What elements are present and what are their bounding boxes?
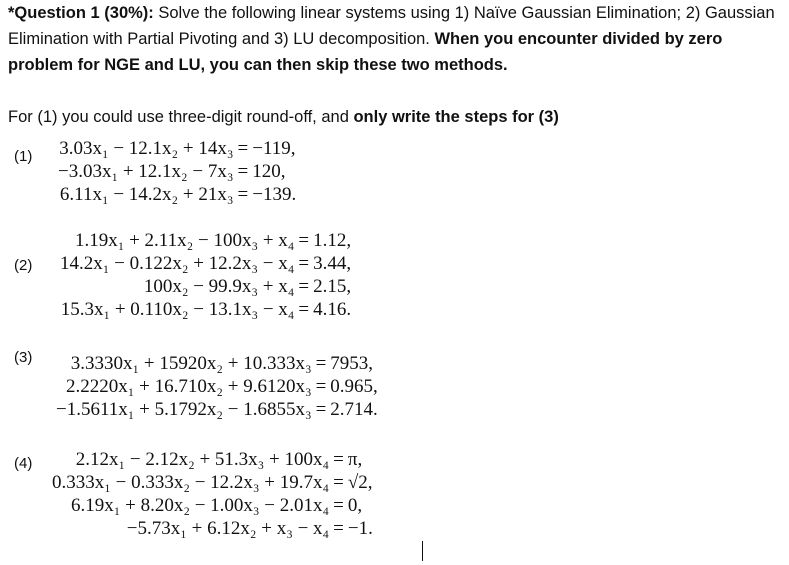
eq-lhs: 14.2x₁ − 0.122x₂ + 12.2x₃ − x₄ <box>60 253 295 274</box>
system-3-label: (3) <box>14 349 33 366</box>
eq-lhs: 15.3x₁ + 0.110x₂ − 13.1x₃ − x₄ <box>60 299 295 320</box>
equals-sign: = <box>298 276 310 297</box>
equals-sign: = <box>333 449 344 470</box>
eq-rhs: 2.714. <box>330 399 378 420</box>
eq-rhs: π, <box>347 449 363 470</box>
eq-lhs: 1.19x₁ + 2.11x₂ − 100x₃ + x₄ <box>74 230 295 251</box>
equals-sign: = <box>237 138 249 159</box>
eq-rhs: 1.12, <box>313 230 352 251</box>
question-instruction: Solve the following linear systems using 1) Naïve Gaussian Elimination; 2) Gaussian Elimination with Partial Pivoting and 3) LU decomposition. <box>8 4 775 48</box>
round-off-note <box>8 104 783 130</box>
eq-rhs: 4.16. <box>313 299 352 320</box>
eq-lhs: 6.19x₁ + 8.20x₂ − 1.00x₃ − 2.01x₄ <box>71 495 330 516</box>
system-4-label: (4) <box>14 455 33 472</box>
question-heading: *Question 1 (30%): <box>8 4 154 22</box>
system-1 <box>58 137 296 206</box>
equals-sign: = <box>333 495 344 516</box>
system-4-eq-3 <box>52 494 373 517</box>
eq-rhs: 0, <box>347 495 363 516</box>
eq-rhs: √2, <box>347 472 373 493</box>
system-2-eq-4 <box>60 298 351 321</box>
text-cursor <box>422 541 423 561</box>
equals-sign: = <box>237 161 249 182</box>
eq-lhs: 2.12x₁ − 2.12x₂ + 51.3x₃ + 100x₄ <box>75 449 330 470</box>
system-4-eq-2 <box>52 471 373 494</box>
eq-rhs: 120, <box>252 161 286 182</box>
question-warning: When you encounter divided by zero problem for NGE and LU, you can then skip these two methods. <box>8 30 723 74</box>
system-3-eq-2 <box>56 375 378 398</box>
equals-sign: = <box>298 253 310 274</box>
eq-lhs: 100x₂ − 99.9x₃ + x₄ <box>143 276 295 297</box>
note-bold: only write the steps for (3) <box>353 108 559 126</box>
question-paragraph <box>8 0 783 78</box>
note-text: For (1) you could use three-digit round-off, and <box>8 108 354 126</box>
system-2-eq-1 <box>60 229 351 252</box>
eq-lhs: −5.73x₁ + 6.12x₂ + x₃ − x₄ <box>126 518 330 539</box>
equals-sign: = <box>333 518 344 539</box>
eq-rhs: −139. <box>252 184 297 205</box>
eq-rhs: −119, <box>252 138 296 159</box>
system-2-label: (2) <box>14 257 33 274</box>
system-2-eq-3 <box>60 275 351 298</box>
eq-lhs: 0.333x₁ − 0.333x₂ − 12.2x₃ + 19.7x₄ <box>52 472 330 493</box>
system-3-eq-3 <box>56 398 378 421</box>
eq-lhs: 3.03x₁ − 12.1x₂ + 14x₃ <box>59 138 234 159</box>
eq-lhs: −1.5611x₁ + 5.1792x₂ − 1.6855x₃ <box>56 399 312 420</box>
system-2 <box>60 229 351 321</box>
equals-sign: = <box>298 230 310 251</box>
system-3-eq-1 <box>56 352 378 375</box>
equals-sign: = <box>298 299 310 320</box>
system-1-label: (1) <box>14 148 33 165</box>
system-2-eq-2 <box>60 252 351 275</box>
eq-rhs: −1. <box>347 518 373 539</box>
eq-rhs: 2.15, <box>313 276 352 297</box>
eq-lhs: 3.3330x₁ + 15920x₂ + 10.333x₃ <box>70 353 312 374</box>
system-4 <box>52 448 373 540</box>
eq-lhs: 2.2220x₁ + 16.710x₂ + 9.6120x₃ <box>66 376 312 397</box>
eq-rhs: 3.44, <box>313 253 352 274</box>
eq-rhs: 7953, <box>330 353 374 374</box>
system-1-eq-3 <box>58 183 296 206</box>
equals-sign: = <box>237 184 249 205</box>
eq-lhs: 6.11x₁ − 14.2x₂ + 21x₃ <box>59 184 234 205</box>
equals-sign: = <box>315 353 327 374</box>
eq-rhs: 0.965, <box>330 376 378 397</box>
question-block <box>8 0 783 78</box>
equals-sign: = <box>315 376 327 397</box>
system-1-eq-2 <box>58 160 296 183</box>
equals-sign: = <box>333 472 344 493</box>
system-1-eq-1 <box>58 137 296 160</box>
equals-sign: = <box>315 399 327 420</box>
system-3 <box>56 352 378 421</box>
system-4-eq-1 <box>52 448 373 471</box>
system-4-eq-4 <box>52 517 373 540</box>
eq-lhs: −3.03x₁ + 12.1x₂ − 7x₃ <box>58 161 234 182</box>
